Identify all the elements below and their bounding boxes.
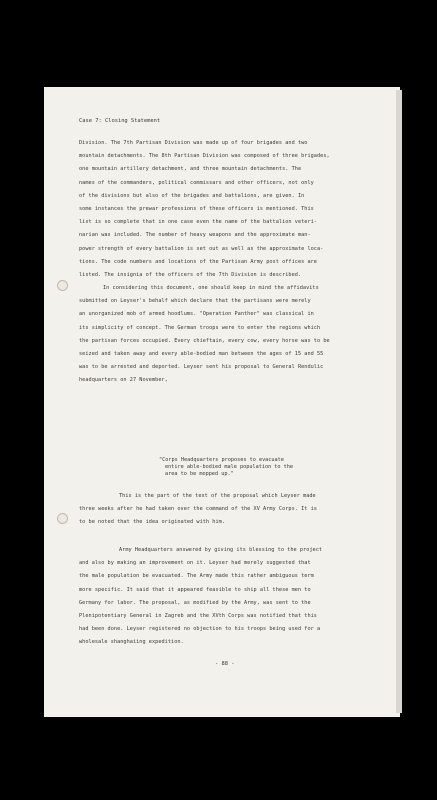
document-header: Case 7: Closing Statement xyxy=(79,118,161,124)
text-line: power strength of every battalion is set out as well as the approximate loca- xyxy=(79,245,324,252)
quote-line: area to be mopped up." xyxy=(165,471,234,478)
text-line: names of the commanders, political commissars and other officers, not only xyxy=(79,179,314,186)
paragraph-4 xyxy=(79,544,371,650)
page-edge-shadow xyxy=(396,90,402,713)
text-line: the partisan forces occupied. Every chieftain, every cow, every horse was to be xyxy=(79,337,330,344)
text-line: submitted on Leyser's behalf which declare that the partisans were merely xyxy=(79,298,311,305)
text-line: some instances the prewar professions of these officers is mentioned. This xyxy=(79,206,314,213)
text-line: listed. The insignia of the officers of the 7th Division is described. xyxy=(79,272,302,279)
text-line: its simplicity of concept. The German troops were to enter the regions which xyxy=(79,324,321,331)
text-line: headquarters on 27 November, xyxy=(79,377,168,384)
text-line: had been done. Leyser registered no objection to his troops being used for a xyxy=(79,626,321,633)
text-line: to be noted that the idea originated with him. xyxy=(79,519,225,526)
page-number: - 88 - xyxy=(215,661,235,667)
text-line: of the divisions but also of the brigades and battalions, are given. In xyxy=(79,192,305,199)
paragraph-2 xyxy=(79,282,371,388)
text-line: tions. The code numbers and locations of the Partisan Army post offices are xyxy=(79,258,317,265)
text-line: Germany for labor. The proposal, as modified by the Army, was sent to the xyxy=(79,599,311,606)
text-line: mountain detachments. The 8th Partisan Division was composed of three brigades, xyxy=(79,153,330,160)
text-line: an unorganized mob of armed hoodlums. "Operation Panther" was classical in xyxy=(79,311,314,318)
punch-hole-icon xyxy=(57,280,68,291)
quote-line: "Corps Headquarters proposes to evacuate xyxy=(159,457,284,463)
text-line: three weeks after he had taken over the command of the XV Army Corps. It is xyxy=(79,506,317,513)
text-line: was to be arrested and deported. Leyser sent his proposal to General Rendulic xyxy=(79,364,324,371)
text-line: In considering this document, one should keep in mind the affidavits xyxy=(103,285,319,291)
text-line: seized and taken away and every able-bodied man between the ages of 15 and 55 xyxy=(79,351,324,358)
text-line: the male population be evacuated. The Army made this rather ambiguous term xyxy=(79,573,314,580)
text-line: list is so complete that in one case even the name of the battalion veteri- xyxy=(79,219,317,226)
text-line: one mountain artillery detachment, and three mountain detachments. The xyxy=(79,166,302,173)
text-line: Division. The 7th Partisan Division was made up of four brigades and two xyxy=(79,140,308,146)
block-quote xyxy=(159,457,339,479)
text-line: narian was included. The number of heavy weapons and the approximate man- xyxy=(79,232,311,239)
text-line: Army Headquarters answered by giving its blessing to the project xyxy=(119,547,323,553)
text-line: Plenipotentiary General in Zagreb and the XVth Corps was notified that this xyxy=(79,613,317,620)
paragraph-1 xyxy=(79,137,371,282)
text-line: wholesale shanghaiing expedition. xyxy=(79,639,184,646)
text-line: and also by making an improvement on it. Leyser had merely suggested that xyxy=(79,560,311,567)
paragraph-3 xyxy=(79,490,371,530)
punch-hole-icon xyxy=(57,513,68,524)
quote-line: entire able-bodied male population to the xyxy=(165,464,294,471)
text-line: This is the part of the text of the proposal which Leyser made xyxy=(119,493,316,499)
text-line: more specific. It said that it appeared feasible to ship all these men to xyxy=(79,586,311,593)
